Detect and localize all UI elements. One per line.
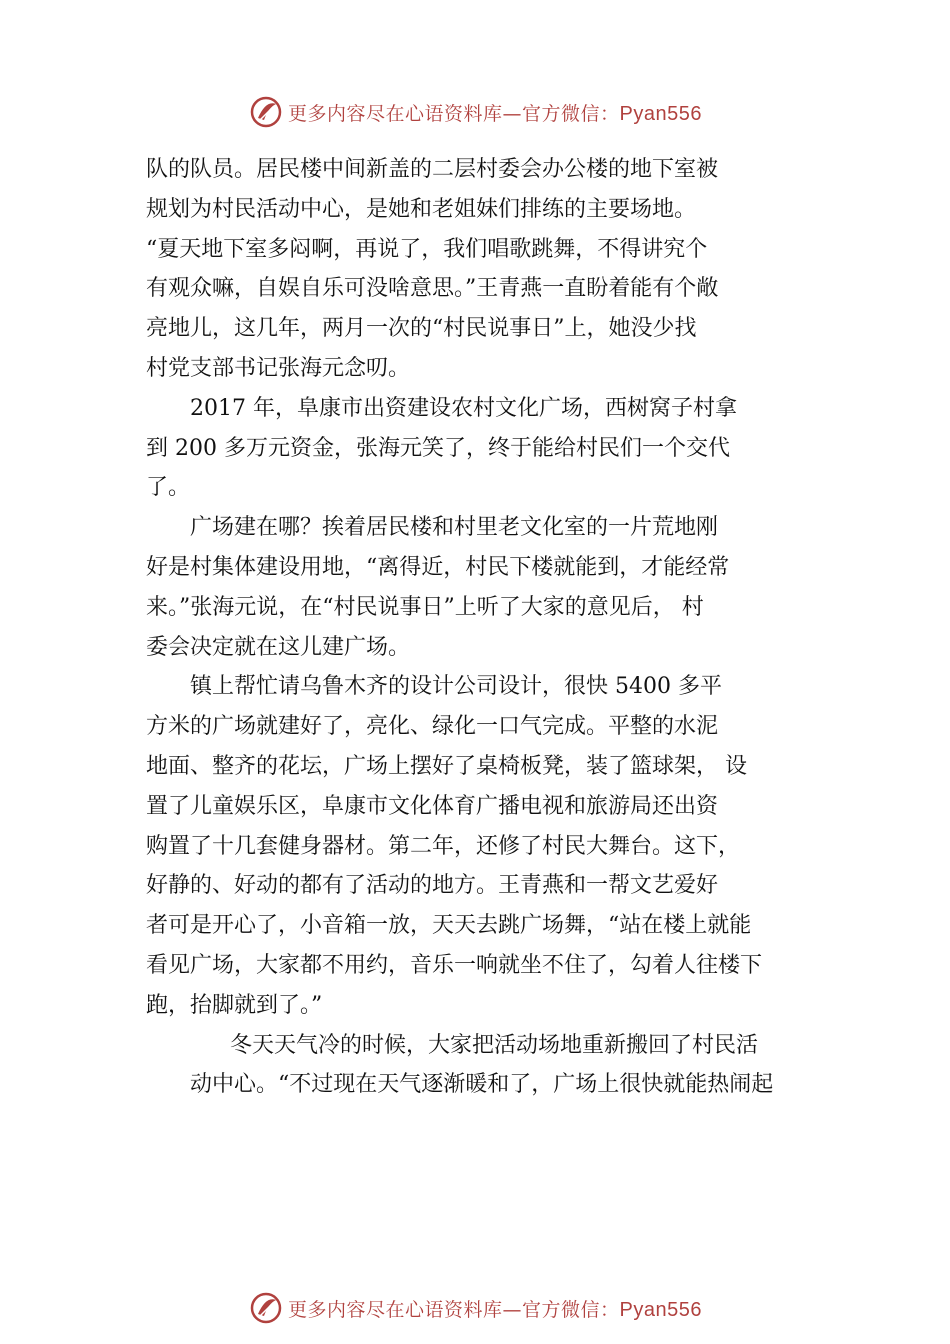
footer-text [288, 1295, 702, 1322]
brand-logo-icon [248, 1290, 284, 1326]
text-line: 置了儿童娱乐区，阜康市文化体育广播电视和旅游局还出资 [146, 793, 719, 819]
text-line: 地面、整齐的花坛，广场上摆好了桌椅板凳，装了篮球架， 设 [146, 753, 747, 779]
header-promo: 更多内容尽在心语资料库 [288, 102, 503, 125]
footer-official: 官方微信： [522, 1298, 620, 1321]
text-line: 者可是开心了，小音箱一放，天天去跳广场舞，“站在楼上就能 [146, 913, 752, 939]
text-line: 了。 [146, 475, 191, 501]
text-line: 跑，抬脚就到了。” [146, 992, 323, 1018]
text-line: 亮地儿，这几年，两月一次的“村民说事日”上，她没少找 [146, 316, 697, 342]
text-line: 规划为村民活动中心，是她和老姐妹们排练的主要场地。 [146, 196, 697, 222]
text-line: 来。”张海元说，在“村民说事日”上听了大家的意见后， 村 [146, 594, 704, 620]
paragraph-start: 镇上帮忙请乌鲁木齐的设计公司设计，很快 5400 多平 [190, 674, 722, 700]
footer-banner [0, 1288, 950, 1328]
text-line: 队的队员。居民楼中间新盖的二层村委会办公楼的地下室被 [146, 157, 719, 182]
header-handle: Pyan556 [619, 102, 702, 125]
text-line: 方米的广场就建好了，亮化、绿化一口气完成。平整的水泥 [146, 714, 719, 740]
article-body [146, 150, 810, 1105]
footer-promo: 更多内容尽在心语资料库 [288, 1298, 503, 1321]
paragraph-start: 2017 年，阜康市出资建设农村文化广场，西树窝子村拿 [190, 395, 737, 421]
text-line: 村党支部书记张海元念叨。 [146, 355, 411, 381]
text-line: 有观众嘛，自娱自乐可没啥意思。”王青燕一直盼着能有个敞 [146, 276, 719, 302]
text-line: 好静的、好动的都有了活动的地方。王青燕和一帮文艺爱好 [146, 873, 719, 899]
header-dash: — [502, 102, 523, 125]
text-line: 看见广场，大家都不用约，音乐一响就坐不住了，勾着人往楼下 [146, 952, 763, 978]
paragraph-start: 冬天天气冷的时候，大家把活动场地重新搬回了村民活 [230, 1032, 759, 1058]
text-line: 好是村集体建设用地，“离得近，村民下楼就能到，才能经常 [146, 554, 730, 580]
paragraph-start: 广场建在哪？挨着居民楼和村里老文化室的一片荒地刚 [190, 515, 719, 541]
footer-handle: Pyan556 [619, 1298, 702, 1321]
text-line: 委会决定就在这儿建广场。 [146, 634, 411, 660]
brand-logo-icon [248, 94, 284, 130]
header-banner [0, 92, 950, 132]
header-text [288, 99, 702, 126]
text-line: 购置了十几套健身器材。第二年，还修了村民大舞台。这下， [146, 833, 741, 859]
text-line: 动中心。“不过现在天气逐渐暖和了，广场上很快就能热闹起 [190, 1072, 774, 1098]
footer-dash: — [502, 1298, 523, 1321]
header-official: 官方微信： [522, 102, 620, 125]
text-line: 到 200 多万元资金，张海元笑了，终于能给村民们一个交代 [146, 435, 730, 461]
text-line: “夏天地下室多闷啊，再说了，我们唱歌跳舞，不得讲究个 [146, 236, 708, 262]
